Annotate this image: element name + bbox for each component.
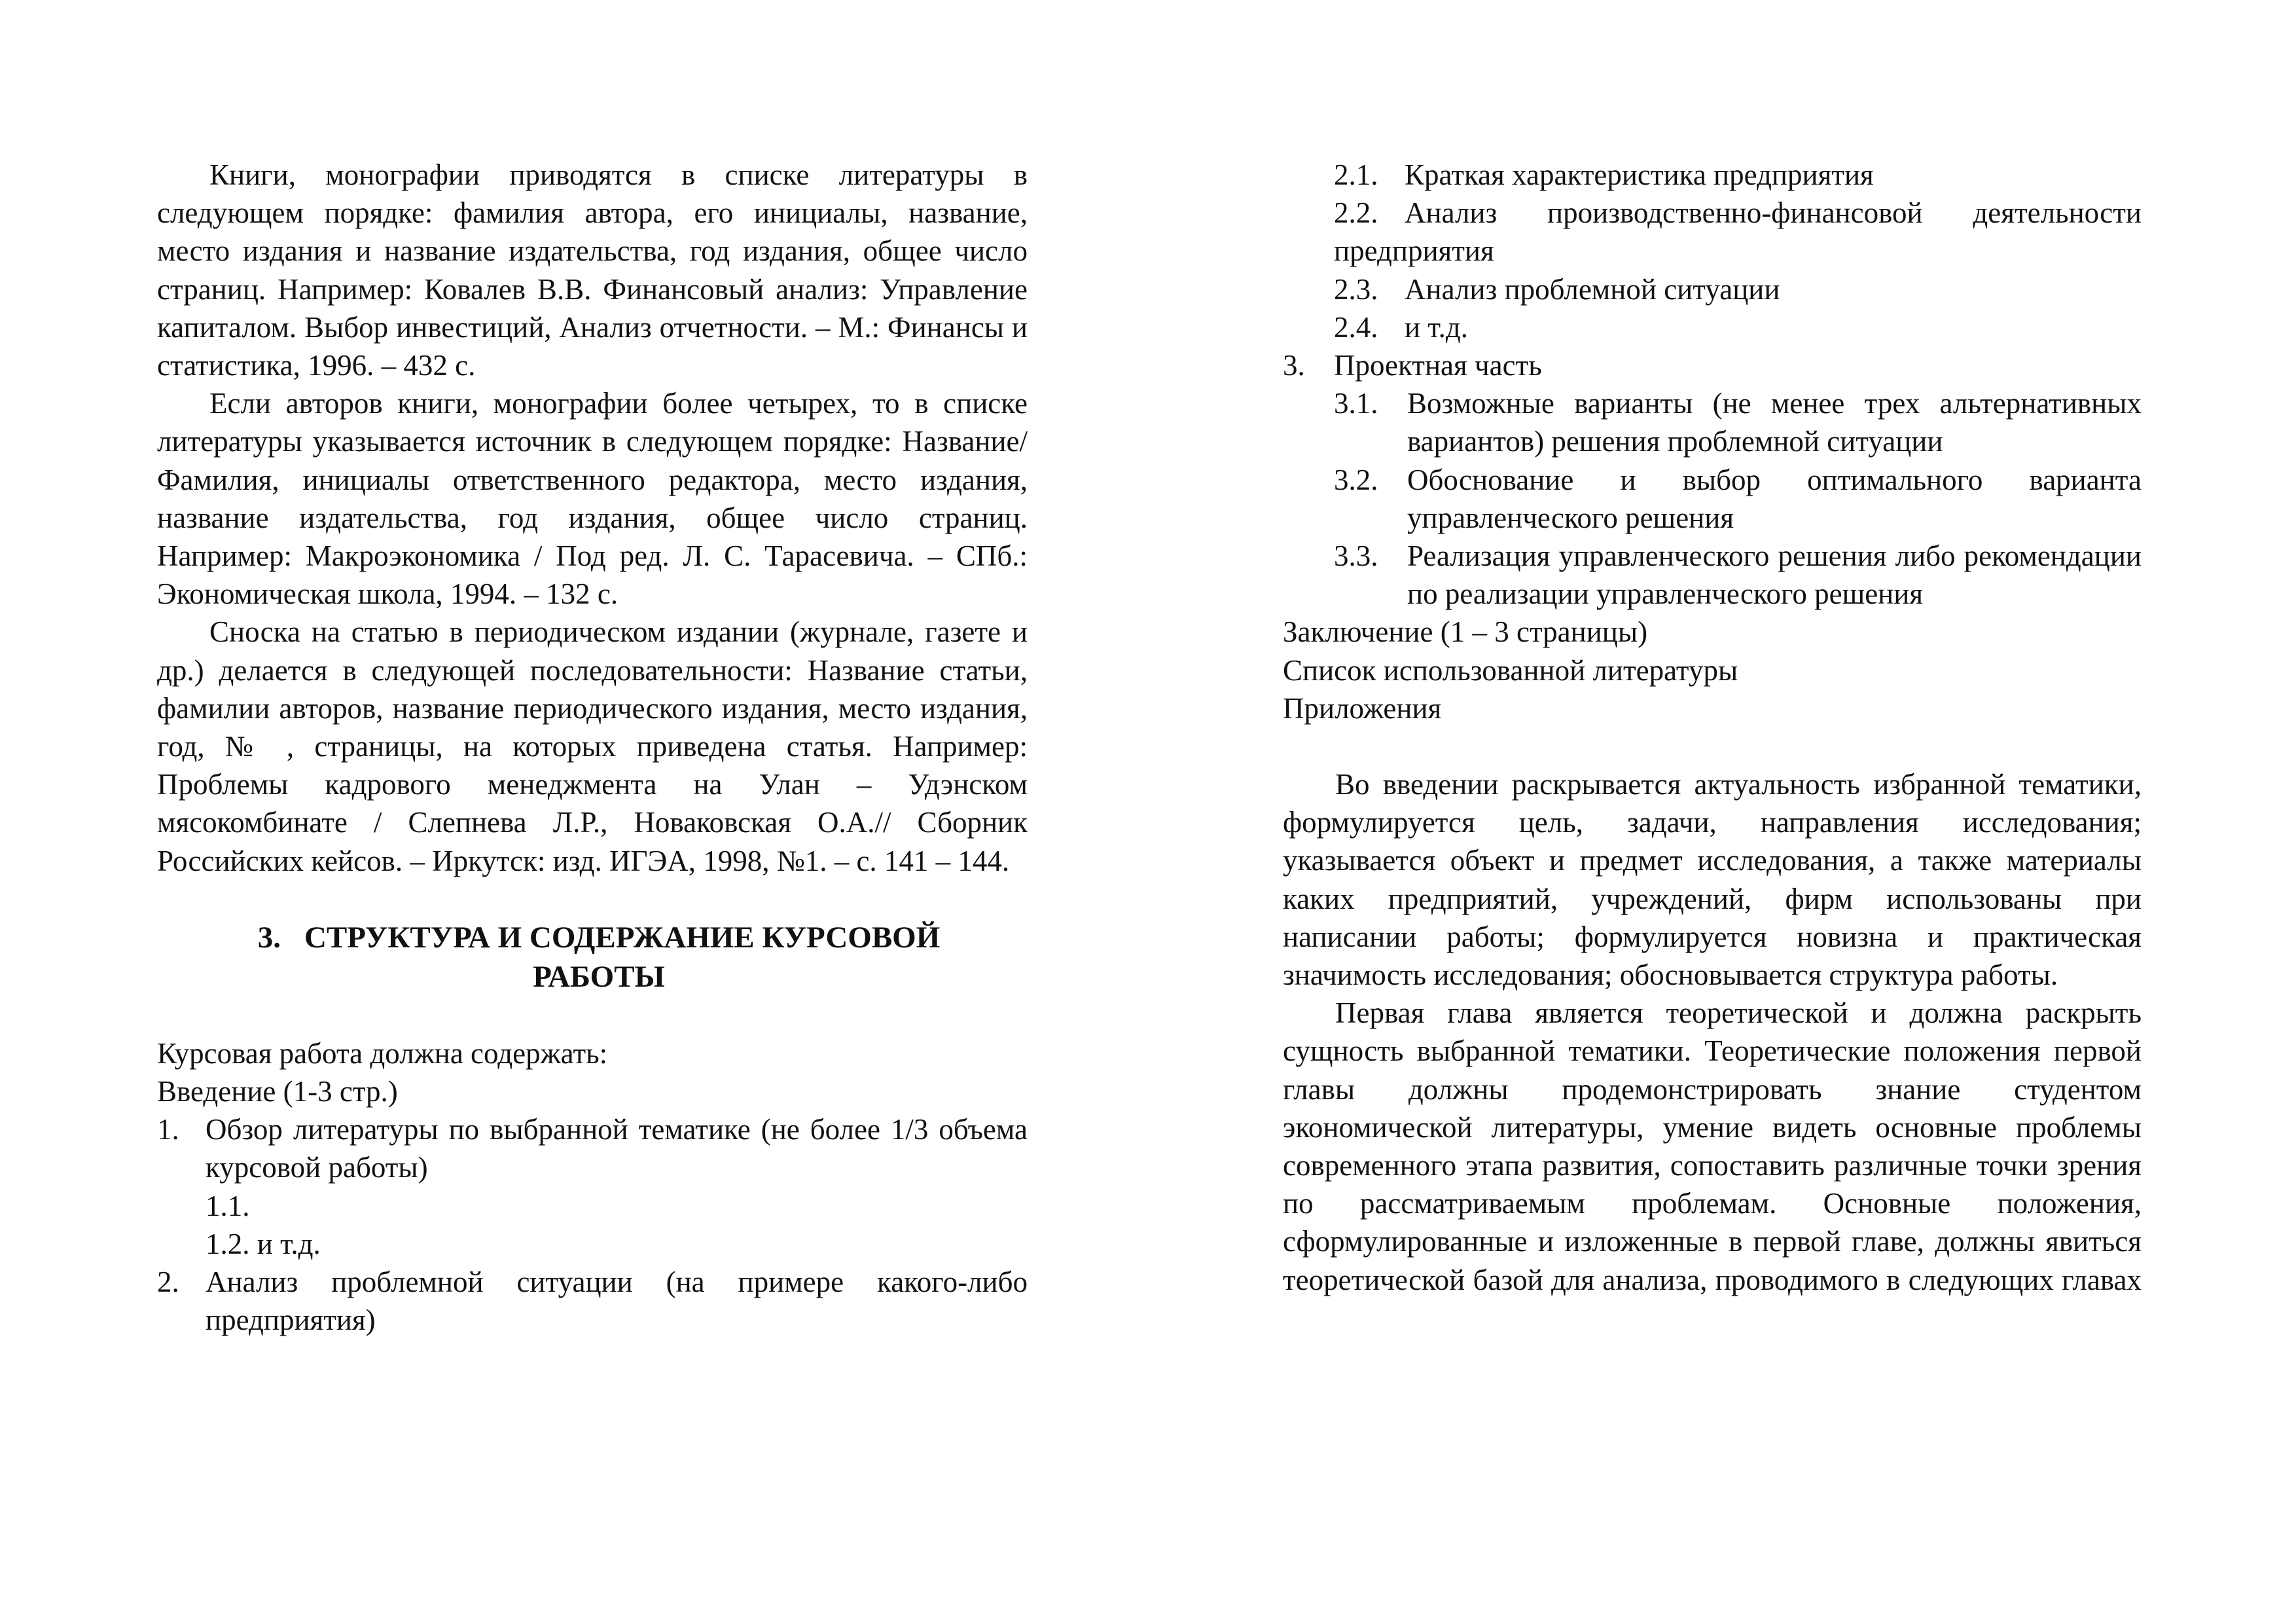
list-item-number: 3.: [1283, 349, 1305, 382]
list-item-text: Реализация управленческого решения либо рекомендации по реализации управленческого решения: [1407, 539, 2142, 611]
list-item-text: 1.2. и т.д.: [206, 1227, 321, 1260]
paragraph-periodical-footnote: Сноска на статью в периодическом издании (журнале, газете и др.) делается в следующей последовательности: Название статьи, фамилии авторов, название периодического издания, место издания, год, № , страницы, на которых приведена статья. Например: Проблемы кадрового менеджмента на Улан – Удэнском мясокомбинате / Слепнева Л.Р., Новаковская О.А.// Сборник Российских кейсов. – Иркутск: изд. ИГЭА, 1998, №1. – с. 141 – 144.: [157, 615, 1028, 877]
section-heading-line2: РАБОТЫ: [533, 959, 665, 994]
section-heading-line1: СТРУКТУРА И СОДЕРЖАНИЕ КУРСОВОЙ: [304, 920, 941, 955]
list-item-text: Проектная часть: [1334, 349, 1542, 382]
list-item: [157, 1110, 1028, 1186]
list-item-text: и т.д.: [1405, 310, 1469, 344]
list-item: [157, 1225, 1028, 1263]
left-page: [157, 156, 1028, 1339]
list-item: [157, 1187, 1028, 1225]
list-item: [1283, 461, 2142, 537]
paragraph-books-citation: Книги, монографии приводятся в списке литературы в следующем порядке: фамилия автора, его инициалы, название, место издания и название издательства, год издания, общее число страниц. Например: Ковалев В.В. Финансовый анализ: Управление капиталом. Выбор инвестиций, Анализ отчетности. – М.: Финансы и статистика, 1996. – 432 с.: [157, 158, 1028, 382]
paragraph-many-authors: Если авторов книги, монографии более четырех, то в списке литературы указывается источник в следующем порядке: Название/ Фамилия, инициалы ответственного редактора, место издания, название издательства, год издания, общее число страниц. Например: Макроэкономика / Под ред. Л. С. Тарасевича. – СПб.: Экономическая школа, 1994. – 132 с.: [157, 387, 1028, 611]
list-item: [157, 1263, 1028, 1339]
structure-item-references: Список использованной литературы: [1283, 653, 1738, 687]
list-item: [1283, 537, 2142, 613]
structure-item-introduction: Введение (1-3 стр.): [157, 1075, 398, 1108]
list-item: [1283, 270, 2142, 308]
list-item-number: 2.: [157, 1266, 179, 1299]
list-item-text: Обзор литературы по выбранной тематике (не более 1/3 объема курсовой работы): [206, 1113, 1028, 1184]
list-item: [1283, 346, 2142, 384]
list-item-number: 2.1.: [1334, 158, 1378, 191]
list-item-text: Анализ проблемной ситуации (на примере какого-либо предприятия): [206, 1266, 1028, 1337]
list-item-text: Анализ производственно-финансовой деятельности предприятия: [1334, 196, 2142, 268]
list-item: [1283, 156, 2142, 194]
list-item-text: Обоснование и выбор оптимального варианта управленческого решения: [1407, 463, 2142, 534]
structure-intro-line: Курсовая работа должна содержать:: [157, 1036, 608, 1070]
structure-item-conclusion: Заключение (1 – 3 страницы): [1283, 615, 1648, 649]
list-item-text: Анализ проблемной ситуации: [1405, 272, 1780, 306]
section-heading-number: 3.: [257, 920, 281, 955]
list-item: [1283, 194, 2142, 270]
list-item-number: 3.3.: [1334, 539, 1378, 573]
paragraph-chapter1-description: Первая глава является теоретической и должна раскрыть сущность выбранной тематики. Теоретические положения первой главы должны продемонстрировать знание студентом экономической литературы, умение видеть основные проблемы современного этапа развития, сопоставить различные точки зрения по рассматриваемым проблемам. Основные положения, сформулированные и изложенные в первой главе, должны явиться теоретической базой для анализа, проводимого в следующих главах: [1283, 996, 2142, 1296]
section-heading: [157, 918, 1028, 996]
right-page: [1283, 156, 2142, 1299]
paragraph-introduction-description: Во введении раскрывается актуальность избранной тематики, формулируется цель, задачи, направления исследования; указывается объект и предмет исследования, а также материалы каких предприятий, учреждений, фирм использованы при написании работы; формулируется новизна и практическая значимость исследования; обосновывается структура работы.: [1283, 768, 2142, 992]
list-item: [1283, 384, 2142, 460]
structure-item-appendices: Приложения: [1283, 691, 1442, 725]
list-item: [1283, 308, 2142, 346]
list-item-text: 1.1.: [206, 1189, 250, 1222]
list-item-number: 3.2.: [1334, 463, 1378, 496]
list-item-number: 2.3.: [1334, 272, 1378, 306]
list-item-number: 1.: [157, 1113, 179, 1146]
list-item-text: Краткая характеристика предприятия: [1405, 158, 1874, 191]
list-item-text: Возможные варианты (не менее трех альтернативных вариантов) решения проблемной ситуации: [1407, 387, 2142, 458]
list-item-number: 2.2.: [1334, 196, 1378, 230]
list-item-number: 3.1.: [1334, 387, 1378, 420]
list-item-number: 2.4.: [1334, 310, 1378, 344]
